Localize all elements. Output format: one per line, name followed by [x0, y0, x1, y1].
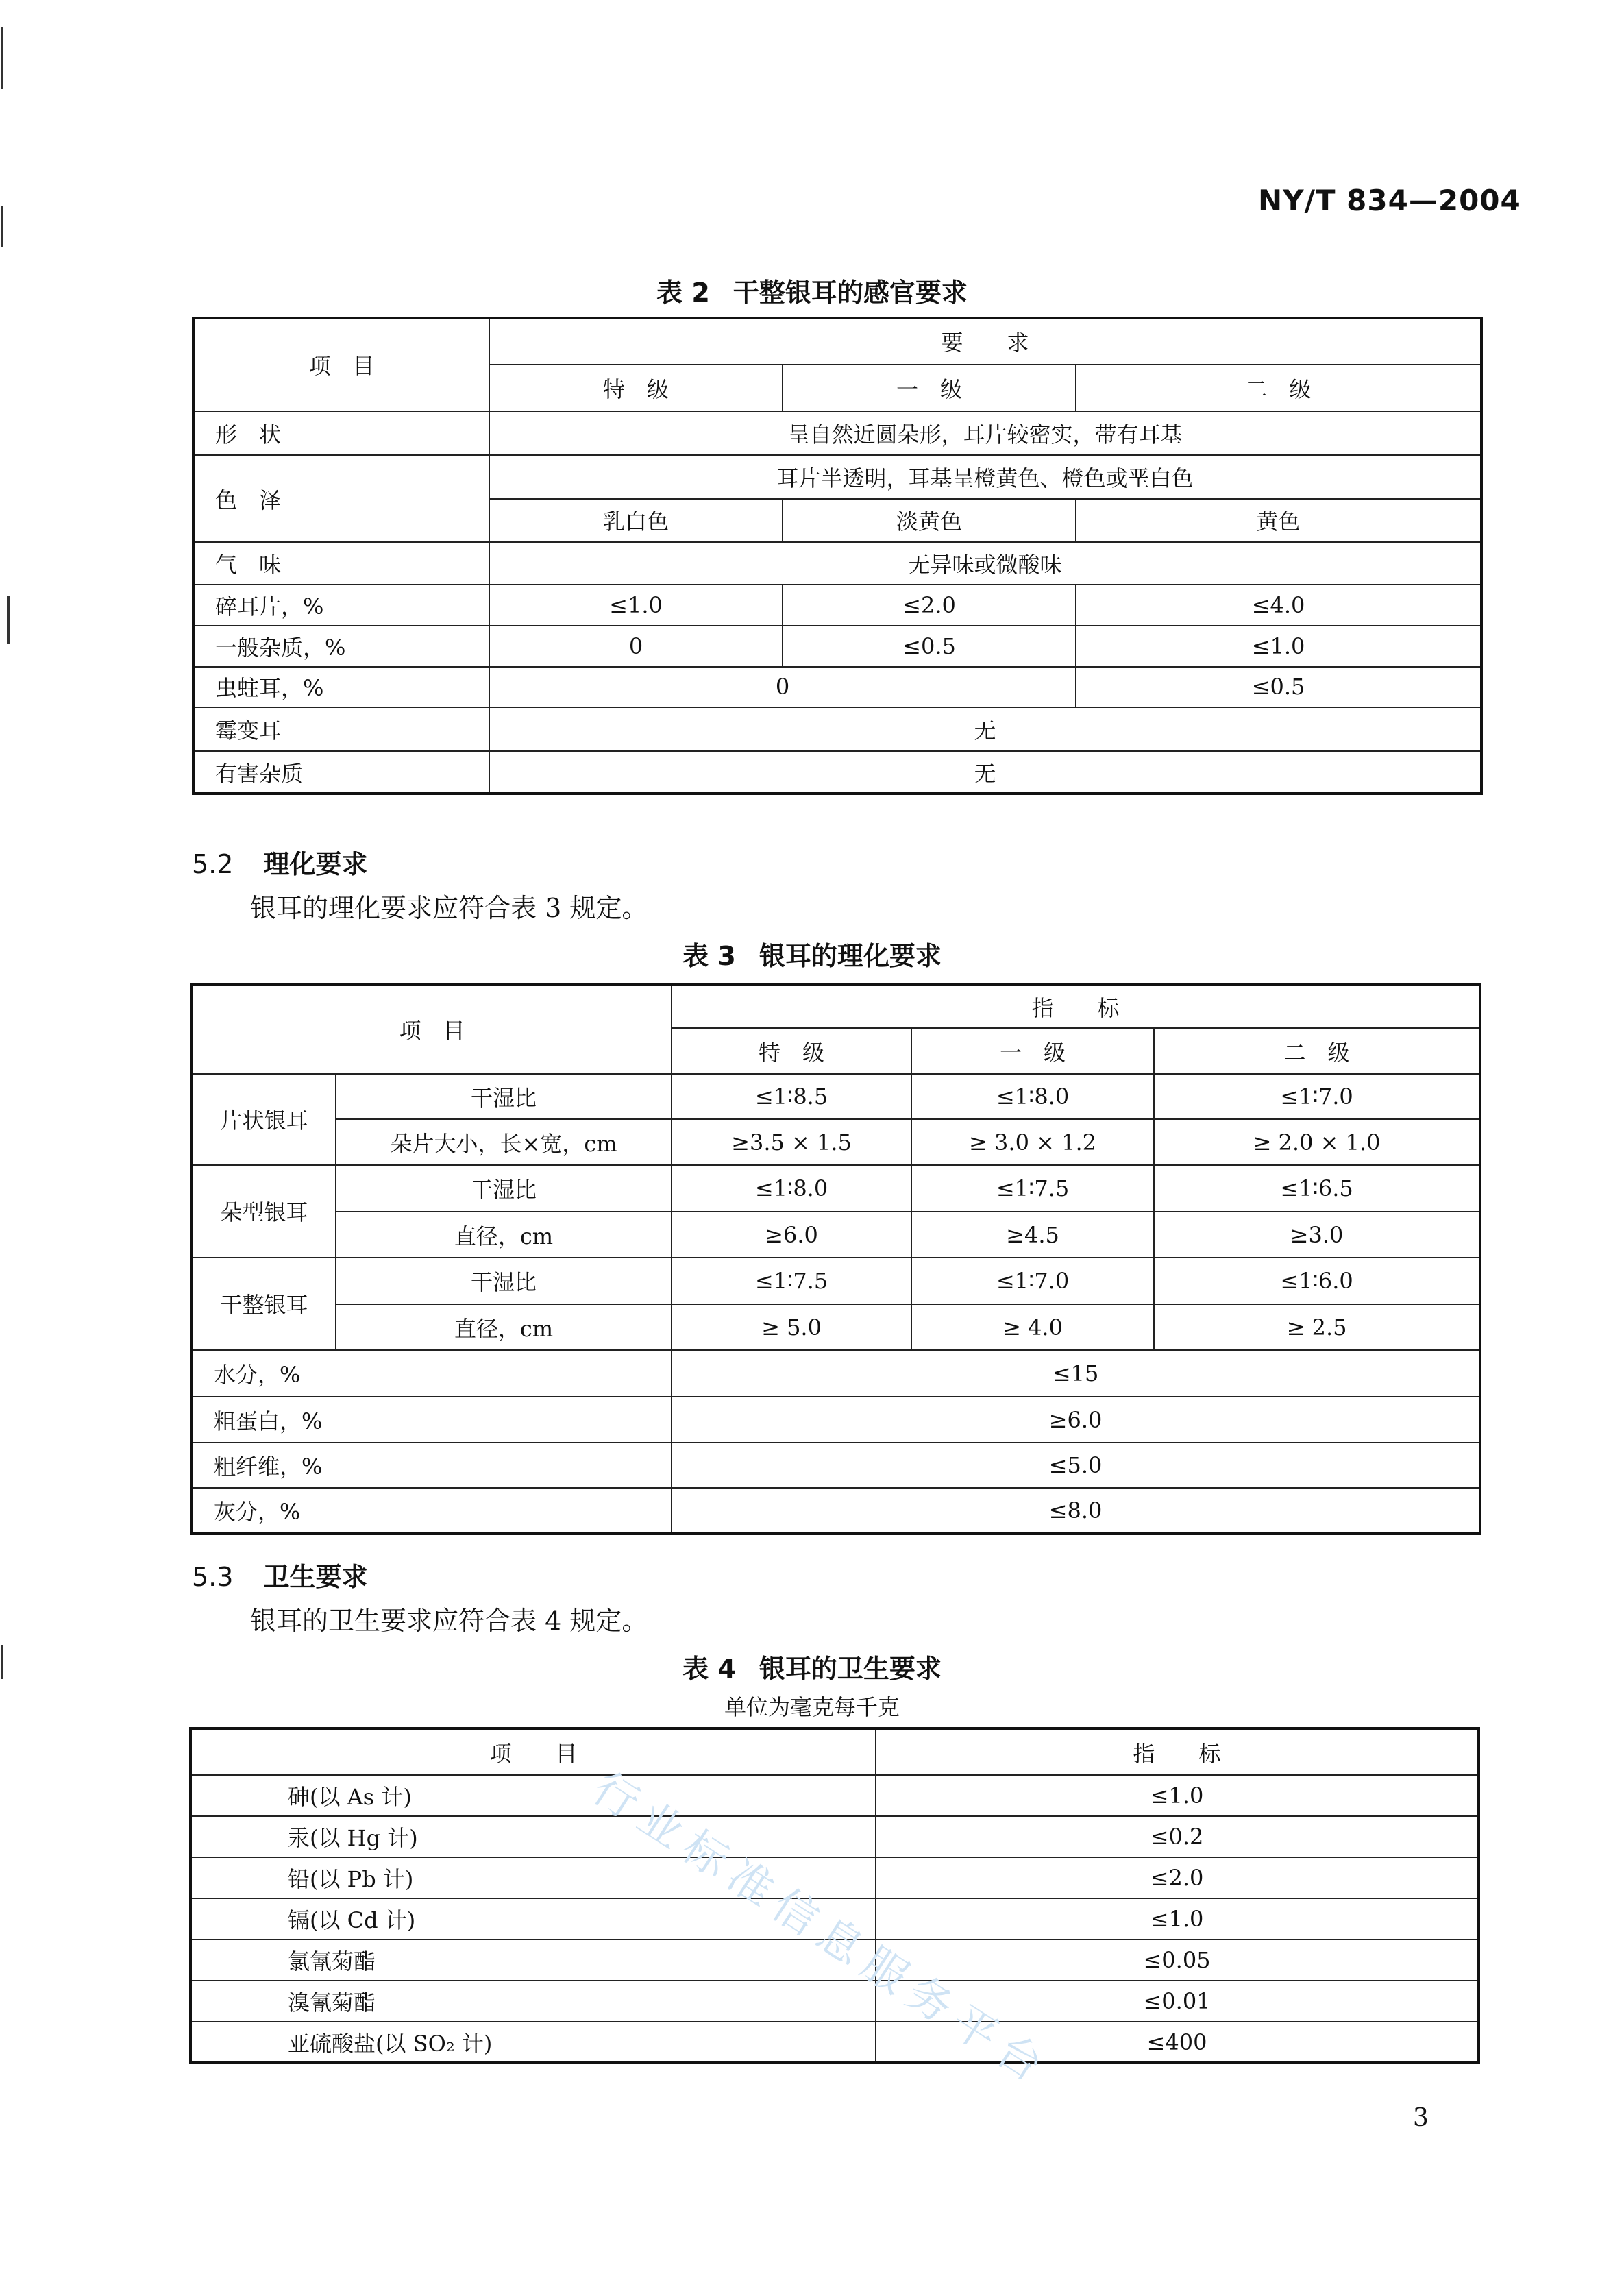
scan-mark — [7, 596, 10, 644]
table2-broken-label: 碎耳片，% — [193, 585, 489, 626]
table4-row-label: 砷(以 As 计) — [190, 1775, 876, 1816]
table2-shape-value: 呈自然近圆朵形，耳片较密实，带有耳基 — [489, 411, 1481, 455]
table3-whole-dia-special: ≥ 5.0 — [672, 1304, 911, 1349]
table3-caption — [0, 935, 1624, 972]
table2-color-label: 色 泽 — [193, 455, 489, 543]
section-5-3-title: 卫生要求 — [263, 1562, 368, 1592]
scan-mark — [1, 206, 3, 247]
table3-header-second: 二 级 — [1154, 1028, 1480, 1073]
table4-row-label: 汞(以 Hg 计) — [190, 1816, 876, 1857]
table2-header-item: 项 目 — [193, 318, 489, 411]
table3-fiber-label: 粗纤维，% — [192, 1443, 672, 1488]
table4-row-value: ≤0.2 — [876, 1816, 1479, 1857]
table2-odor-value: 无异味或微酸味 — [489, 542, 1481, 585]
table3-flake-ratio-special: ≤1∶8.5 — [672, 1074, 911, 1119]
table3-whole-dia-label: 直径，cm — [336, 1304, 672, 1349]
table3-ash-value: ≤8.0 — [672, 1488, 1480, 1534]
table3-flake-ratio-second: ≤1∶7.0 — [1154, 1074, 1480, 1119]
table3-ash-label: 灰分，% — [192, 1488, 672, 1534]
table3-flake-size-special: ≥3.5 × 1.5 — [672, 1119, 911, 1164]
table3-fiber-value: ≤5.0 — [672, 1443, 1480, 1488]
table3-whole-ratio-label: 干湿比 — [336, 1258, 672, 1305]
section-5-2-text: 银耳的理化要求应符合表 3 规定。 — [250, 893, 648, 923]
document-code: NY/T 834—2004 — [1258, 184, 1521, 217]
table4-row-label: 溴氰菊酯 — [190, 1981, 876, 2022]
section-5-3-number: 5.3 — [192, 1562, 234, 1592]
table3-flake-ratio-first: ≤1∶8.0 — [911, 1074, 1154, 1119]
table4-unit: 单位为毫克每千克 — [724, 1694, 900, 1720]
table3-whole-label: 干整银耳 — [192, 1258, 336, 1350]
table2-shape-label: 形 状 — [193, 411, 489, 455]
table2-mould-label: 霉变耳 — [193, 707, 489, 751]
table3-flake-size-first: ≥ 3.0 × 1.2 — [911, 1119, 1154, 1164]
table3-whole-ratio-first: ≤1∶7.0 — [911, 1258, 1154, 1305]
table3-cluster-dia-special: ≥6.0 — [672, 1212, 911, 1257]
section-5-2-number: 5.2 — [192, 849, 234, 879]
table3-cluster-dia-label: 直径，cm — [336, 1212, 672, 1257]
table3-cluster-ratio-label: 干湿比 — [336, 1165, 672, 1212]
section-5-2-title: 理化要求 — [263, 849, 368, 879]
table4-number: 表 4 — [682, 1654, 736, 1684]
table2-header-special: 特 级 — [489, 365, 783, 411]
table2-title: 干整银耳的感官要求 — [733, 278, 968, 308]
table3-protein-value: ≥6.0 — [672, 1397, 1480, 1442]
table3-flake-ratio-label: 干湿比 — [336, 1074, 672, 1119]
table3-header-item: 项 目 — [192, 984, 672, 1074]
table3 — [190, 983, 1481, 1535]
table4-row-label: 氯氰菊酯 — [190, 1940, 876, 1981]
table3-cluster-dia-second: ≥3.0 — [1154, 1212, 1480, 1257]
table2-impurity-label: 一般杂质，% — [193, 626, 489, 667]
table3-cluster-label: 朵型银耳 — [192, 1165, 336, 1258]
section-5-3-heading — [192, 1556, 367, 1593]
table4-row-label: 镉(以 Cd 计) — [190, 1898, 876, 1940]
table4-row-value: ≤2.0 — [876, 1857, 1479, 1898]
table3-cluster-ratio-second: ≤1∶6.5 — [1154, 1165, 1480, 1212]
table2-broken-second: ≤4.0 — [1076, 585, 1481, 626]
table4-title: 银耳的卫生要求 — [759, 1654, 942, 1684]
table2-color-special: 乳白色 — [489, 499, 783, 543]
table2-color-common: 耳片半透明，耳基呈橙黄色、橙色或垩白色 — [489, 455, 1481, 499]
table2-color-first: 淡黄色 — [783, 499, 1076, 543]
table3-whole-ratio-second: ≤1∶6.0 — [1154, 1258, 1480, 1305]
table2-insect-second: ≤0.5 — [1076, 667, 1481, 708]
table4-row-value: ≤0.05 — [876, 1940, 1479, 1981]
table3-moisture-value: ≤15 — [672, 1350, 1480, 1397]
table2-harmful-label: 有害杂质 — [193, 751, 489, 794]
table4-row-label: 亚硫酸盐(以 SO₂ 计) — [190, 2022, 876, 2063]
table4-row-label: 铅(以 Pb 计) — [190, 1857, 876, 1898]
table3-flake-size-second: ≥ 2.0 × 1.0 — [1154, 1119, 1480, 1164]
table3-protein-label: 粗蛋白，% — [192, 1397, 672, 1442]
table2-broken-special: ≤1.0 — [489, 585, 783, 626]
table2-impurity-second: ≤1.0 — [1076, 626, 1481, 667]
table4-header-index: 指 标 — [876, 1728, 1479, 1775]
table2-impurity-special: 0 — [489, 626, 783, 667]
watermark: 行业标准信息服务平台 — [583, 1763, 1059, 2097]
table2-harmful-value: 无 — [489, 751, 1481, 794]
scan-mark — [1, 27, 3, 89]
table2-odor-label: 气 味 — [193, 542, 489, 585]
table3-number: 表 3 — [682, 941, 736, 971]
table3-whole-dia-second: ≥ 2.5 — [1154, 1304, 1480, 1349]
table3-whole-dia-first: ≥ 4.0 — [911, 1304, 1154, 1349]
table2-number: 表 2 — [656, 278, 710, 308]
table2-color-second: 黄色 — [1076, 499, 1481, 543]
table3-flake-label: 片状银耳 — [192, 1074, 336, 1165]
table3-cluster-dia-first: ≥4.5 — [911, 1212, 1154, 1257]
section-5-3-text: 银耳的卫生要求应符合表 4 规定。 — [250, 1606, 648, 1636]
table2-caption — [0, 271, 1624, 309]
table4-row-value: ≤1.0 — [876, 1898, 1479, 1940]
table2-broken-first: ≤2.0 — [783, 585, 1076, 626]
table2-impurity-first: ≤0.5 — [783, 626, 1076, 667]
table2 — [192, 317, 1483, 795]
table4-caption — [0, 1648, 1624, 1685]
table3-cluster-ratio-special: ≤1∶8.0 — [672, 1165, 911, 1212]
section-5-2-heading — [192, 843, 367, 881]
table2-mould-value: 无 — [489, 707, 1481, 751]
table4-row-value: ≤1.0 — [876, 1775, 1479, 1816]
table4-header-item: 项 目 — [190, 1728, 876, 1775]
table2-header-second: 二 级 — [1076, 365, 1481, 411]
table3-header-first: 一 级 — [911, 1028, 1154, 1073]
table3-moisture-label: 水分，% — [192, 1350, 672, 1397]
table3-whole-ratio-special: ≤1∶7.5 — [672, 1258, 911, 1305]
table2-insect-label: 虫蛀耳，% — [193, 667, 489, 708]
table3-cluster-ratio-first: ≤1∶7.5 — [911, 1165, 1154, 1212]
table3-flake-size-label: 朵片大小，长×宽，cm — [336, 1119, 672, 1164]
table3-header-special: 特 级 — [672, 1028, 911, 1073]
table3-header-index: 指 标 — [672, 984, 1480, 1028]
table2-header-first: 一 级 — [783, 365, 1076, 411]
table4-row-value: ≤0.01 — [876, 1981, 1479, 2022]
page-number: 3 — [1413, 2104, 1429, 2132]
table2-header-requirement: 要 求 — [489, 318, 1481, 365]
table4-row-value: ≤400 — [876, 2022, 1479, 2063]
table2-insect-special-first: 0 — [489, 667, 1076, 708]
table3-title: 银耳的理化要求 — [759, 941, 942, 971]
